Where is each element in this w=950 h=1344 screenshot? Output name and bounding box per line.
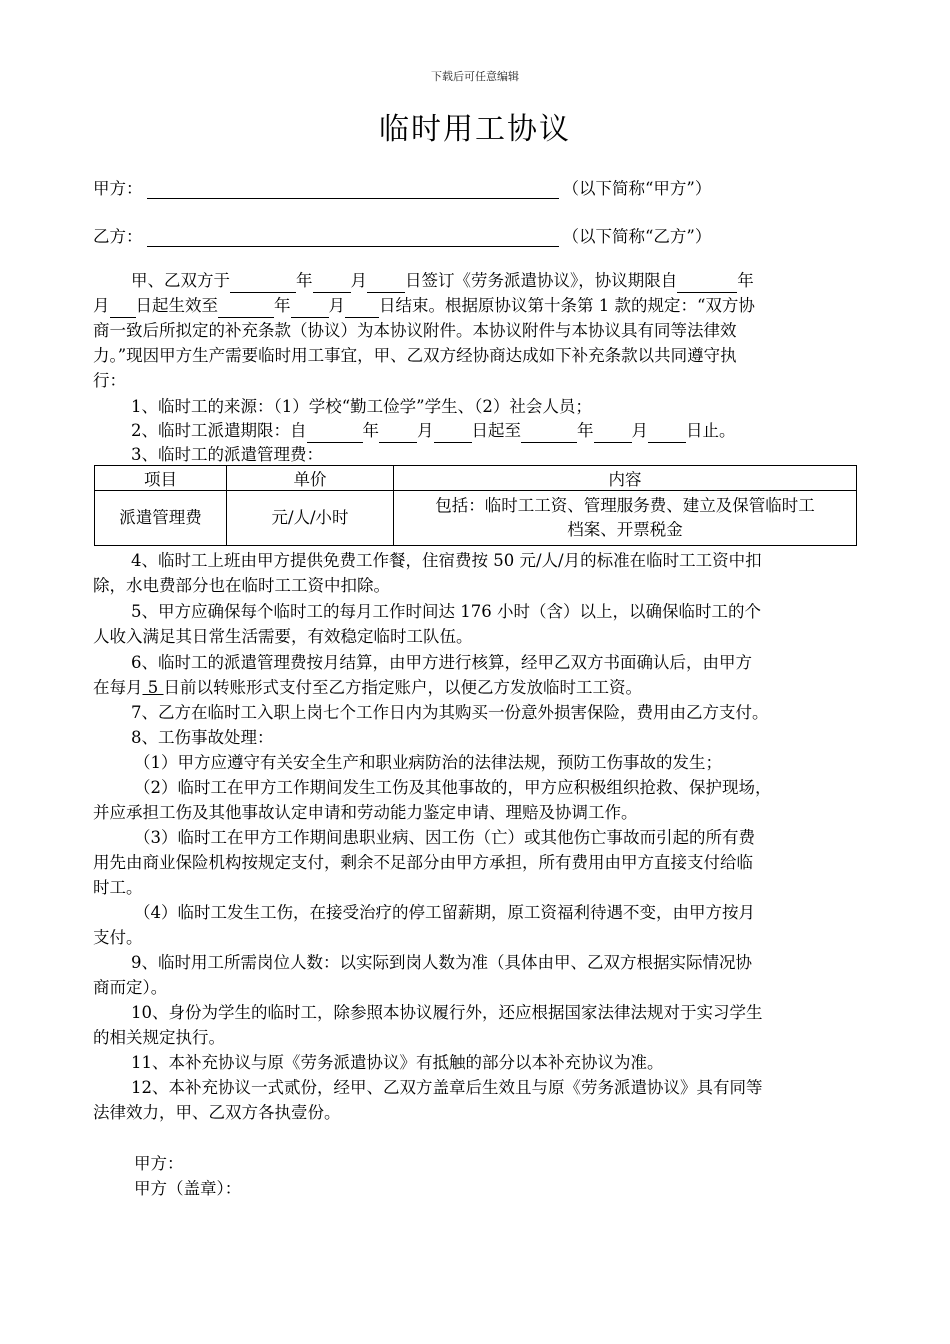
party-a-label: 甲方： [93, 179, 143, 198]
intro-text: 年 [274, 296, 291, 315]
blank-year [677, 275, 737, 293]
blank-day [434, 425, 472, 443]
clause-8-head: 8、工伤事故处理： [131, 728, 274, 747]
header-note: 下载后可任意编辑 [431, 70, 519, 83]
blank-month [110, 300, 136, 318]
blank-day [648, 425, 686, 443]
clause-8-sub-3-line-3: 时工。 [93, 878, 143, 897]
clause-8-sub-2-line-2: 并应承担工伤及其他事故认定申请和劳动能力鉴定申请、理赔及协调工作。 [93, 803, 638, 822]
clause-9-line-2: 商而定）。 [93, 978, 168, 997]
table-header-item: 项目 [95, 466, 227, 491]
intro-text: 甲、乙双方于 [131, 271, 230, 290]
clause-5-line-1: 5、甲方应确保每个临时工的每月工作时间达 176 小时（含）以上，以确保临时工的个 [131, 602, 761, 621]
intro-text: 月 [350, 271, 367, 290]
intro-text: 日结束。根据原协议第十条第 1 款的规定：“双方协 [379, 296, 755, 315]
clause-3: 3、临时工的派遣管理费： [131, 445, 323, 464]
clause-10-line-2: 的相关规定执行。 [93, 1028, 225, 1047]
blank-year [230, 275, 296, 293]
intro-text: 年 [296, 271, 313, 290]
intro-text: 日起生效至 [135, 296, 218, 315]
clause-text: 年 [577, 421, 594, 440]
party-a-row [93, 175, 853, 199]
clause-text: 日起至 [471, 421, 521, 440]
document-title: 临时用工协议 [379, 112, 571, 147]
clause-4-line-1: 4、临时工上班由甲方提供免费工作餐，住宿费按 50 元/人/月的标准在临时工工资中扣 [131, 551, 762, 570]
party-b-row [93, 223, 853, 247]
blank-month [594, 425, 632, 443]
signature-party-a: 甲方： [134, 1154, 184, 1173]
blank-month [379, 425, 417, 443]
intro-line-2 [93, 293, 755, 318]
table-row [95, 491, 857, 546]
blank-year [521, 425, 577, 443]
clause-text: 2、临时工派遣期限：自 [131, 421, 307, 440]
clause-4-line-2: 除，水电费部分也在临时工工资中扣除。 [93, 576, 390, 595]
blank-day [345, 300, 379, 318]
table-header-content: 内容 [394, 466, 857, 491]
party-b-suffix: （以下简称“乙方”） [562, 227, 712, 246]
table-header-row [95, 466, 857, 491]
clause-8-sub-4-line-2: 支付。 [93, 928, 143, 947]
signature-party-a-seal: 甲方（盖章）： [134, 1179, 242, 1198]
intro-line-3: 商一致后所拟定的补充条款（协议）为本协议附件。本协议附件与本协议具有同等法律效 [93, 321, 737, 340]
fee-table [94, 465, 857, 546]
clause-text: 月 [631, 421, 648, 440]
clause-12-line-2: 法律效力，甲、乙双方各执壹份。 [93, 1103, 341, 1122]
payment-day: 5 [142, 678, 164, 697]
intro-line-4: 力。”现因甲方生产需要临时用工事宜，甲、乙双方经协商达成如下补充条款以共同遵守执 [93, 346, 737, 365]
party-b-label: 乙方： [93, 227, 143, 246]
clause-6-line-2 [93, 675, 642, 700]
intro-text: 年 [737, 271, 754, 290]
intro-text: 月 [328, 296, 345, 315]
table-cell-content [394, 491, 857, 546]
clause-8-sub-4-line-1: （4）临时工发生工伤，在接受治疗的停工留薪期，原工资福利待遇不变，由甲方按月 [134, 903, 755, 922]
clause-10-line-1: 10、身份为学生的临时工，除参照本协议履行外，还应根据国家法律法规对于实习学生 [131, 1003, 763, 1022]
blank-month [291, 300, 329, 318]
clause-1: 1、临时工的来源：（1）学校“勤工俭学”学生、（2）社会人员； [131, 397, 592, 416]
intro-text: 日签订《劳务派遣协议》，协议期限自 [405, 271, 678, 290]
blank-year [218, 300, 274, 318]
blank-day [367, 275, 405, 293]
clause-12-line-1: 12、本补充协议一式贰份，经甲、乙双方盖章后生效且与原《劳务派遣协议》具有同等 [131, 1078, 763, 1097]
clause-text: 在每月 [93, 678, 143, 697]
clause-8-sub-3-line-1: （3）临时工在甲方工作期间患职业病、因工伤（亡）或其他伤亡事故而引起的所有费 [134, 828, 755, 847]
clause-9-line-1: 9、临时用工所需岗位人数：以实际到岗人数为准（具体由甲、乙双方根据实际情况协 [131, 953, 752, 972]
clause-5-line-2: 人收入满足其日常生活需要，有效稳定临时工队伍。 [93, 627, 473, 646]
clause-text: 日前以转账形式支付至乙方指定账户，以便乙方发放临时工工资。 [163, 678, 642, 697]
clause-2 [93, 418, 736, 443]
blank-month [313, 275, 351, 293]
content-line-2: 档案、开票税金 [567, 520, 683, 539]
party-a-suffix: （以下简称“甲方”） [562, 179, 712, 198]
blank-year [307, 425, 363, 443]
clause-text: 日止。 [686, 421, 736, 440]
party-b-blank [147, 228, 559, 247]
clause-8-sub-2-line-1: （2）临时工在甲方工作期间发生工伤及其他事故的，甲方应积极组织抢救、保护现场， [134, 778, 772, 797]
clause-8-sub-1: （1）甲方应遵守有关安全生产和职业病防治的法律法规，预防工伤事故的发生； [134, 753, 722, 772]
table-cell-item: 派遣管理费 [95, 491, 227, 546]
clause-text: 月 [417, 421, 434, 440]
intro-line-5: 行： [93, 371, 126, 390]
clause-11: 11、本补充协议与原《劳务派遣协议》有抵触的部分以本补充协议为准。 [131, 1053, 664, 1072]
clause-6-line-1: 6、临时工的派遣管理费按月结算，由甲方进行核算，经甲乙双方书面确认后，由甲方 [131, 653, 752, 672]
clause-8-sub-3-line-2: 用先由商业保险机构按规定支付，剩余不足部分由甲方承担，所有费用由甲方直接支付给临 [93, 853, 753, 872]
table-header-price: 单价 [227, 466, 394, 491]
party-a-blank [147, 180, 559, 199]
table-cell-price: 元/人/小时 [227, 491, 394, 546]
clause-text: 年 [362, 421, 379, 440]
intro-text: 月 [93, 296, 110, 315]
intro-line-1 [93, 268, 754, 293]
content-line-1: 包括：临时工工资、管理服务费、建立及保管临时工 [435, 496, 815, 515]
clause-7: 7、乙方在临时工入职上岗七个工作日内为其购买一份意外损害保险，费用由乙方支付。 [131, 703, 769, 722]
